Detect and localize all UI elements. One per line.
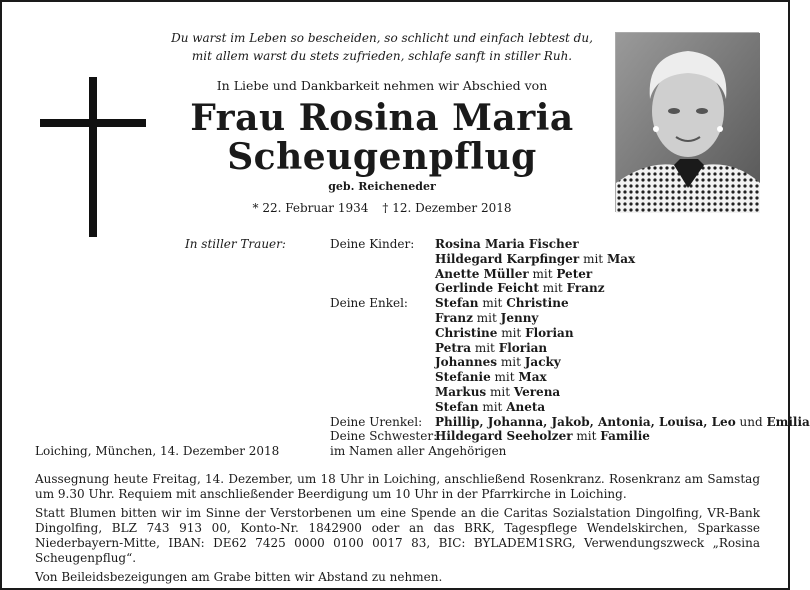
- mourner-row: [330, 415, 810, 430]
- mourner-name: Petra: [435, 340, 471, 355]
- mourner-row: [330, 429, 810, 444]
- relation-label: Deine Kinder:: [330, 237, 415, 251]
- mourner-name: Hildegard Seeholzer: [435, 429, 573, 444]
- mourner-name: Anette Müller: [435, 266, 529, 281]
- mourner-name: Christine: [435, 325, 498, 340]
- mourner-row: [330, 296, 810, 311]
- donation-paragraph: Statt Blumen bitten wir im Sinne der Verstorbenen um eine Spende an die Caritas Sozialstation Dingolfing, VR-Bank Dingolfing, BLZ 743 913 00, Konto-Nr. 1842900 oder an das BRK, Tagespflege Wendelskirchen, Sparkasse Niederbayern-Mitte, IBAN: DE62 7425 0000 0100 0017 83, BIC: BYLADEM1SRG, Verwendungszweck „Rosina Scheugenpflug“.: [35, 506, 760, 565]
- birth-date: * 22. Februar 1934: [252, 201, 369, 215]
- portrait-image: [616, 33, 760, 213]
- mourner-row: [330, 326, 810, 341]
- mourner-name: Phillip, Johanna, Jakob, Antonia, Louisa, Leo: [435, 414, 736, 429]
- connector: mit: [583, 251, 604, 266]
- partner-name: Florian: [525, 325, 574, 340]
- poem-line: mit allem warst du stets zufrieden, schlafe sanft in stiller Ruh.: [191, 49, 573, 63]
- partner-name: Emilia: [766, 414, 810, 429]
- mourner-row: [330, 400, 810, 415]
- partner-name: Peter: [556, 266, 593, 281]
- portrait-photo: [615, 32, 759, 212]
- mourner-row: [330, 370, 810, 385]
- relation-label: Deine Enkel:: [330, 296, 408, 311]
- connector: mit: [474, 340, 495, 355]
- relation-label: Deine Schwester:: [330, 429, 438, 444]
- deceased-name-line2: Scheugenpflug: [227, 136, 537, 178]
- relation-label: [330, 252, 435, 267]
- relation-label: [330, 341, 435, 356]
- partner-name: Jacky: [524, 355, 561, 370]
- connector: mit: [500, 355, 521, 370]
- relation-label: [330, 370, 435, 385]
- partner-name: Florian: [498, 340, 548, 355]
- relation-label: [330, 385, 435, 400]
- connector: mit: [542, 281, 563, 296]
- partner-name: Christine: [506, 296, 569, 311]
- connector: mit: [482, 296, 503, 311]
- relation-label: [330, 400, 435, 415]
- poem: [162, 29, 602, 65]
- connector: mit: [476, 310, 497, 325]
- mourner-name: Stefanie: [435, 370, 491, 385]
- connector: mit: [501, 325, 522, 340]
- intro-text: In Liebe und Dankbarkeit nehmen wir Abschied von: [216, 78, 548, 93]
- mourner-name: Hildegard Karpfinger: [435, 251, 580, 266]
- service-paragraph: Aussegnung heute Freitag, 14. Dezember, um 18 Uhr in Loiching, anschließend Rosenkranz. Rosenkranz am Samstag um 9.30 Uhr. Requiem mit anschließender Beerdigung um 10 Uhr in der Pfarrkirche in Loiching.: [35, 472, 760, 501]
- partner-name: Max: [606, 251, 636, 266]
- connector: mit: [482, 399, 503, 414]
- mourner-name: Stefan: [435, 296, 479, 311]
- birth-name: geb. Reicheneder: [328, 180, 436, 193]
- connector: mit: [532, 266, 553, 281]
- life-dates: [162, 201, 602, 215]
- relation-label: [330, 267, 435, 282]
- death-date: † 12. Dezember 2018: [382, 201, 512, 215]
- mourner-row: [330, 444, 810, 459]
- partner-name: Verena: [513, 384, 561, 399]
- connector: mit: [494, 370, 515, 385]
- mourner-name: Markus: [435, 384, 487, 399]
- mourner-row: [330, 311, 810, 326]
- partner-name: Max: [518, 370, 547, 385]
- partner-name: Familie: [600, 429, 650, 444]
- relation-label: [330, 326, 435, 341]
- relation-label: [330, 311, 435, 326]
- mourners-list: [330, 237, 810, 459]
- mourner-row: [330, 281, 810, 296]
- connector: und: [739, 414, 763, 429]
- connector: mit: [490, 384, 511, 399]
- relation-label: [330, 281, 435, 296]
- place-date: Loiching, München, 14. Dezember 2018: [35, 444, 280, 458]
- mourner-row: [330, 252, 810, 267]
- deceased-name-line1: Frau Rosina Maria: [190, 97, 574, 139]
- condolence-paragraph: Von Beileidsbezeigungen am Grabe bitten wir Abstand zu nehmen.: [35, 570, 443, 584]
- mourner-name: Franz: [435, 310, 473, 325]
- family-signature: im Namen aller Angehörigen: [330, 444, 507, 459]
- mourner-row: [330, 355, 810, 370]
- relation-label: Deine Urenkel:: [330, 414, 423, 429]
- connector: mit: [576, 429, 597, 444]
- mourner-row: [330, 267, 810, 282]
- mourner-name: Stefan: [435, 399, 479, 414]
- poem-line: Du warst im Leben so bescheiden, so schlicht und einfach lebtest du,: [171, 31, 593, 45]
- mourning-label: In stiller Trauer:: [185, 237, 286, 251]
- partner-name: Jenny: [500, 310, 539, 325]
- mourner-row: [330, 385, 810, 400]
- mourner-name: Rosina Maria Fischer: [435, 237, 579, 251]
- partner-name: Franz: [566, 281, 605, 296]
- mourner-row: [330, 237, 810, 252]
- relation-label: [330, 355, 435, 370]
- service-information: [35, 472, 760, 589]
- partner-name: Aneta: [506, 399, 546, 414]
- mourner-row: [330, 341, 810, 356]
- mourner-name: Gerlinde Feicht: [435, 281, 539, 296]
- mourner-name: Johannes: [435, 355, 498, 370]
